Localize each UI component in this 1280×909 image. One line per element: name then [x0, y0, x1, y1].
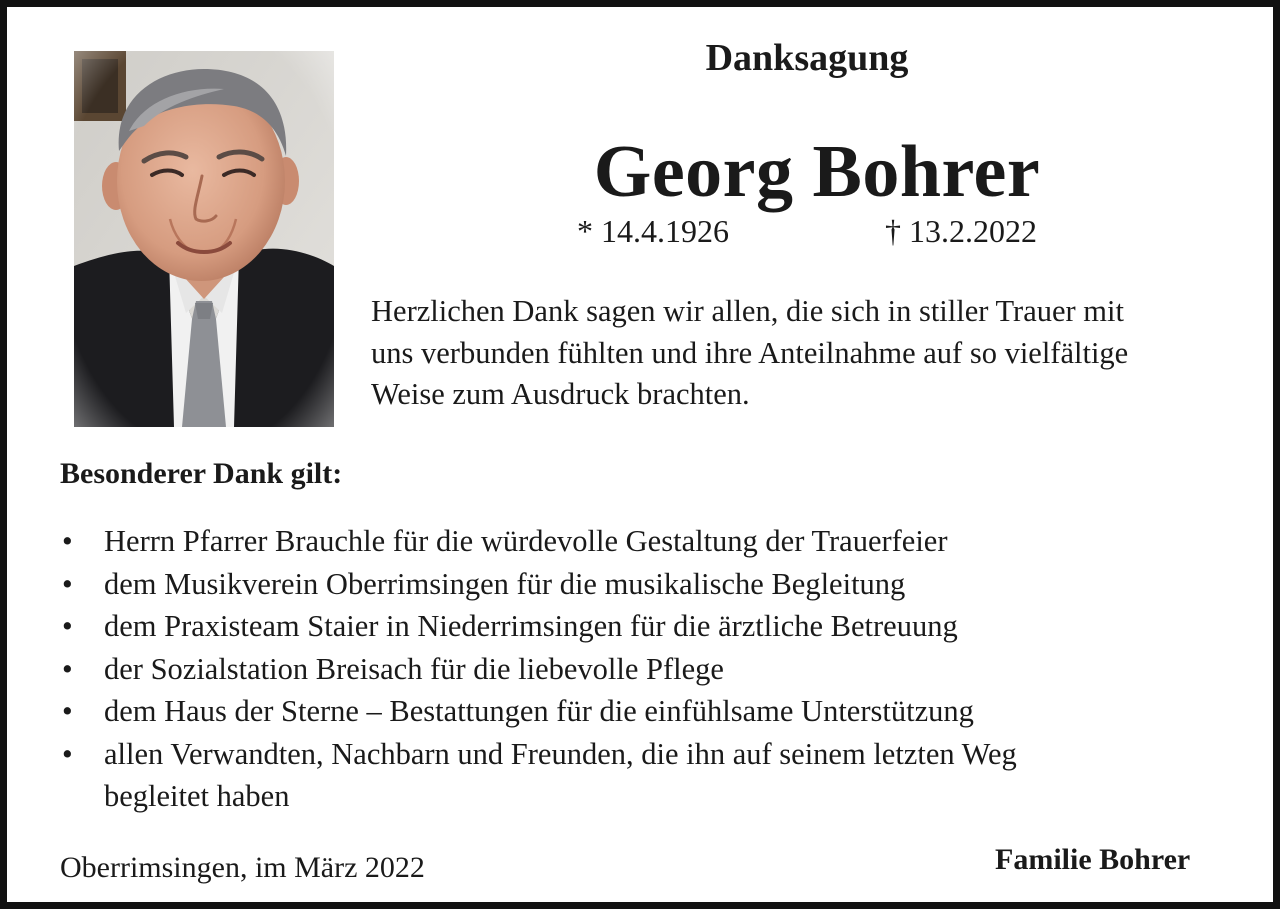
- portrait-photo: [74, 51, 334, 427]
- list-item-text: dem Praxisteam Staier in Niederrimsingen für die ärztliche Betreuung: [104, 609, 958, 643]
- list-item-text: Herrn Pfarrer Brauchle für die würdevolle Gestaltung der Trauerfeier: [104, 524, 948, 558]
- place-date: Oberrimsingen, im März 2022: [60, 851, 425, 884]
- cross-icon: †: [885, 213, 901, 249]
- birth-date-value: 14.4.1926: [601, 213, 729, 249]
- list-item-continuation: begleitet haben: [104, 779, 290, 813]
- list-item: [60, 563, 1240, 606]
- death-date-value: 13.2.2022: [909, 213, 1037, 249]
- star-icon: *: [577, 213, 593, 249]
- bullet-icon: •: [62, 566, 73, 601]
- bullet-icon: •: [62, 524, 73, 558]
- bullet-icon: •: [62, 609, 73, 643]
- thanks-line: uns verbunden fühlten und ihre Anteilnahme auf so vielfältige: [371, 335, 1129, 370]
- list-item: [60, 733, 1240, 818]
- list-item: [60, 520, 1240, 563]
- deceased-name: Georg Bohrer: [593, 131, 1041, 213]
- thanks-paragraph: [371, 291, 1251, 416]
- bullet-icon: •: [62, 651, 73, 686]
- list-item-text: dem Haus der Sterne – Bestattungen für die einfühlsame Unterstützung: [104, 694, 974, 728]
- list-item-text: der Sozialstation Breisach für die liebevolle Pflege: [104, 651, 724, 686]
- family-signature: Familie Bohrer: [995, 843, 1191, 876]
- birth-date: [577, 210, 729, 252]
- bullet-icon: •: [62, 694, 73, 728]
- thanks-line: Weise zum Ausdruck brachten.: [371, 377, 750, 411]
- bullet-icon: •: [62, 736, 73, 771]
- list-item: [60, 648, 1240, 691]
- list-item-text: dem Musikverein Oberrimsingen für die musikalische Begleitung: [104, 566, 906, 601]
- death-date: [885, 210, 1037, 252]
- heading-danksagung: Danksagung: [705, 37, 909, 79]
- special-thanks-heading: Besonderer Dank gilt:: [60, 457, 343, 490]
- list-item: [60, 605, 1240, 648]
- list-item-text: allen Verwandten, Nachbarn und Freunden, die ihn auf seinem letzten Weg: [104, 736, 1017, 771]
- list-item: [60, 690, 1240, 733]
- special-thanks-list: [60, 520, 1240, 818]
- thanks-line: Herzlichen Dank sagen wir allen, die sich in stiller Trauer mit: [371, 294, 1124, 328]
